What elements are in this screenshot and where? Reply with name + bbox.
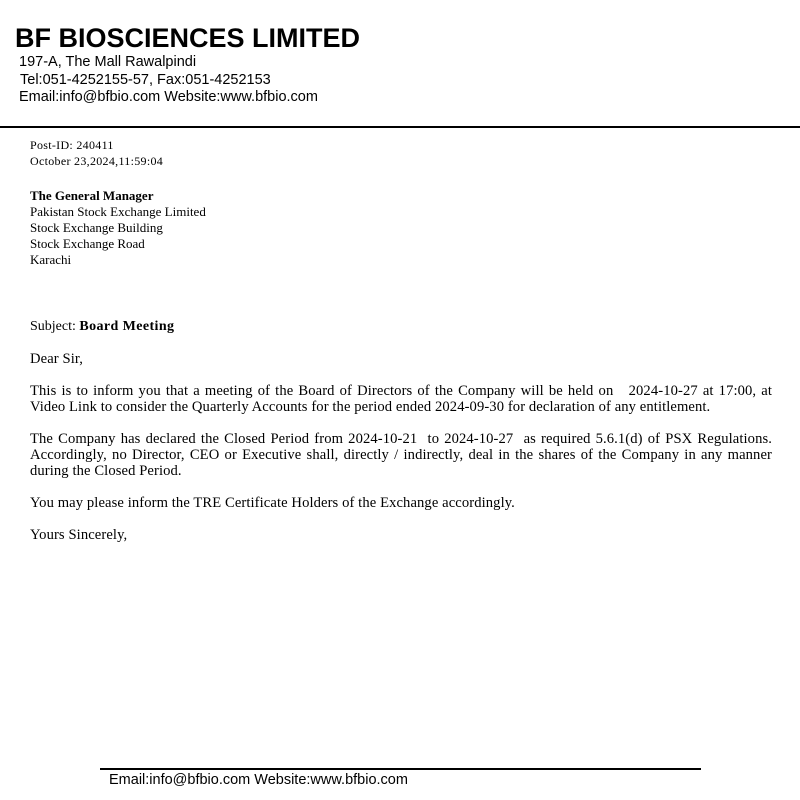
- company-email-website: Email:info@bfbio.com Website:www.bfbio.com: [19, 89, 318, 105]
- footer-divider: [100, 768, 701, 770]
- subject-value: Board Meeting: [79, 319, 175, 334]
- company-address: 197-A, The Mall Rawalpindi: [19, 54, 197, 70]
- footer-email-website: Email:info@bfbio.com Website:www.bfbio.com: [109, 772, 408, 788]
- addressee-line: Karachi: [30, 252, 72, 267]
- addressee-line: Stock Exchange Building: [30, 220, 163, 235]
- company-phone-fax: Tel:051-4252155-57, Fax:051-4252153: [20, 72, 271, 88]
- body-paragraph-inform: You may please inform the TRE Certificate Holders of the Exchange accordingly.: [30, 495, 515, 511]
- addressee-title: The General Manager: [30, 188, 154, 203]
- addressee-block: [30, 188, 206, 268]
- post-id: Post-ID: 240411: [30, 138, 114, 152]
- subject-label: Subject:: [30, 319, 76, 334]
- letterhead: [0, 0, 800, 128]
- post-datetime: October 23,2024,11:59:04: [30, 154, 164, 168]
- addressee-line: Pakistan Stock Exchange Limited: [30, 204, 206, 219]
- subject-line: [30, 318, 174, 336]
- body-paragraph-closed-period: The Company has declared the Closed Period from 2024-10-21 to 2024-10-27 as required 5.6.1(d) of PSX Regulations. Accordingly, no Director, CEO or Executive shall, directly / indirectly, deal in the shares of the Company in any manner during the Closed Period.: [30, 431, 776, 479]
- signoff: Yours Sincerely,: [30, 527, 128, 543]
- addressee-line: Stock Exchange Road: [30, 236, 145, 251]
- salutation: Dear Sir,: [30, 351, 83, 367]
- company-name: BF BIOSCIENCES LIMITED: [15, 23, 361, 53]
- body-paragraph-meeting: This is to inform you that a meeting of the Board of Directors of the Company will be held on 2024-10-27 at 17:00, at Video Link to consider the Quarterly Accounts for the period ended 2024-09-30 for declaration of any entitlement.: [30, 383, 776, 415]
